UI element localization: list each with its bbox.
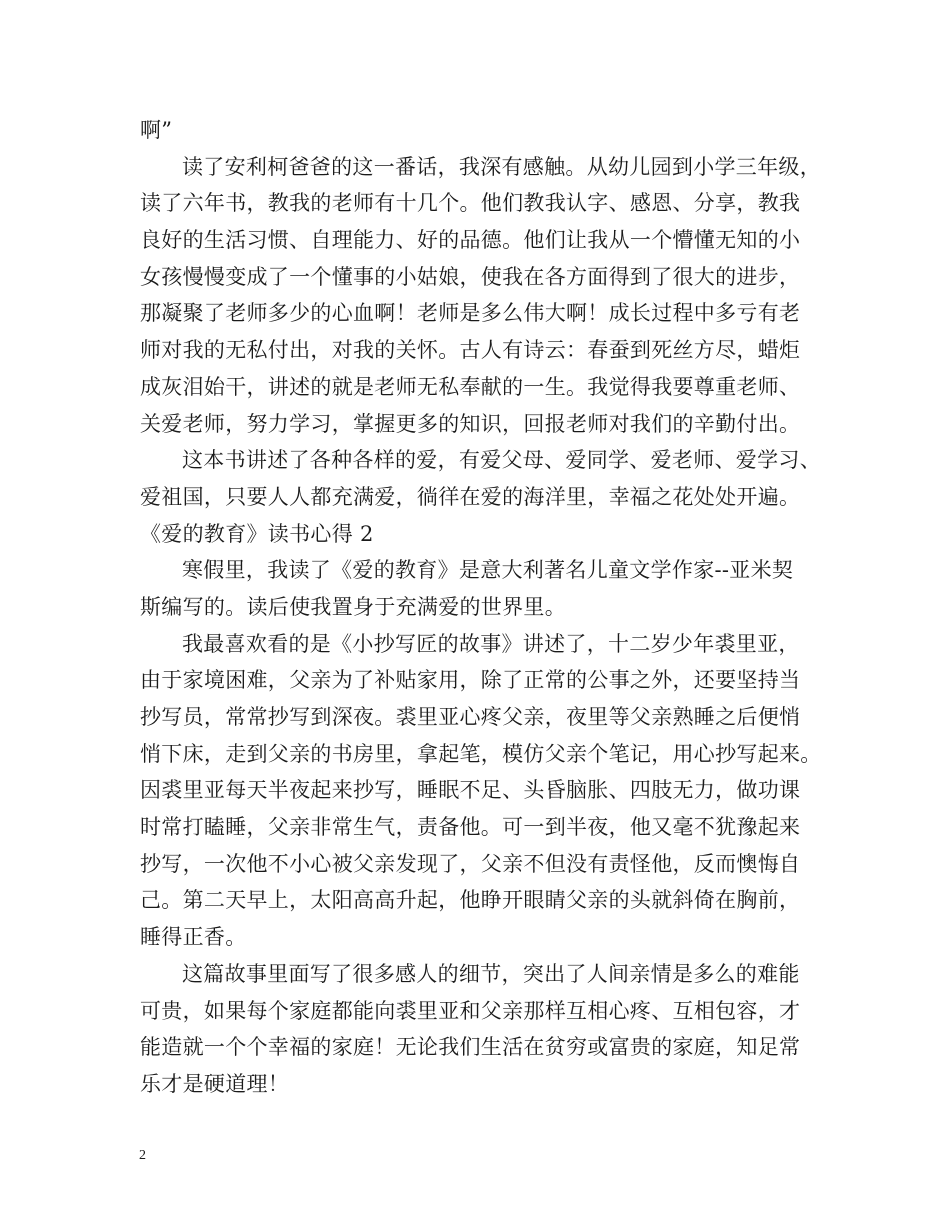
text-line: 睡得正香。 [140, 925, 247, 950]
text-line: 斯编写的。读后使我置身于充满爱的世界里。 [140, 594, 566, 619]
text-line: 啊” [140, 118, 173, 142]
text-line: 时常打瞌睡，父亲非常生气，责备他。可一到半夜，他又毫不犹豫起来 [140, 815, 801, 840]
text-line: 这本书讲述了各种各样的爱，有爱父母、爱同学、爱老师、爱学习、 [182, 448, 821, 473]
text-line: 女孩慢慢变成了一个懂事的小姑娘，使我在各方面得到了很大的进步， [140, 264, 801, 289]
text-line: 因裘里亚每天半夜起来抄写，睡眠不足、头昏脑胀、四肢无力，做功课 [140, 778, 801, 803]
text-line: 抄写，一次他不小心被父亲发现了，父亲不但没有责怪他，反而懊悔自 [140, 851, 801, 876]
text-line: 成灰泪始干，讲述的就是老师无私奉献的一生。我觉得我要尊重老师、 [140, 374, 801, 399]
text-line: 抄写员，常常抄写到深夜。裘里亚心疼父亲，夜里等父亲熟睡之后便悄 [140, 705, 801, 729]
text-line: 良好的生活习惯、自理能力、好的品德。他们让我从一个懵懂无知的小 [140, 228, 801, 253]
text-line: 爱祖国，只要人人都充满爱，徜徉在爱的海洋里，幸福之花处处开遍。 [140, 484, 801, 509]
text-line: 关爱老师，努力学习，掌握更多的知识，回报老师对我们的辛勤付出。 [140, 411, 801, 436]
text-line: 乐才是硬道理！ [140, 1071, 290, 1096]
text-line: 由于家境困难，父亲为了补贴家用，除了正常的公事之外，还要坚持当 [140, 668, 801, 693]
body-text [140, 112, 830, 1103]
text-line: 这篇故事里面写了很多感人的细节，突出了人间亲情是多么的难能 [182, 961, 800, 986]
text-line: 寒假里，我读了《爱的教育》是意大利著名儿童文学作家--亚米契 [182, 558, 794, 583]
text-line: 我最喜欢看的是《小抄写匠的故事》讲述了，十二岁少年裘里亚， [182, 631, 800, 656]
text-line: 读了六年书，教我的老师有十几个。他们教我认字、感恩、分享，教我 [140, 191, 801, 216]
text-line: 《爱的教育》读书心得 2 [140, 521, 374, 546]
text-line: 师对我的无私付出，对我的关怀。古人有诗云：春蚕到死丝方尽，蜡炬 [140, 338, 801, 363]
text-line: 己。第二天早上，太阳高高升起，他睁开眼睛父亲的头就斜倚在胸前， [140, 888, 801, 913]
text-line: 能造就一个个幸福的家庭！无论我们生活在贫穷或富贵的家庭，知足常 [140, 1035, 801, 1060]
text-line: 可贵，如果每个家庭都能向裘里亚和父亲那样互相心疼、互相包容，才 [140, 998, 801, 1023]
page-number: 2 [139, 1148, 146, 1163]
text-line: 读了安利柯爸爸的这一番话，我深有感触。从幼儿园到小学三年级， [182, 154, 821, 179]
text-line: 那凝聚了老师多少的心血啊！老师是多么伟大啊！成长过程中多亏有老 [140, 301, 801, 326]
text-line: 悄下床，走到父亲的书房里，拿起笔，模仿父亲个笔记，用心抄写起来。 [140, 741, 822, 766]
